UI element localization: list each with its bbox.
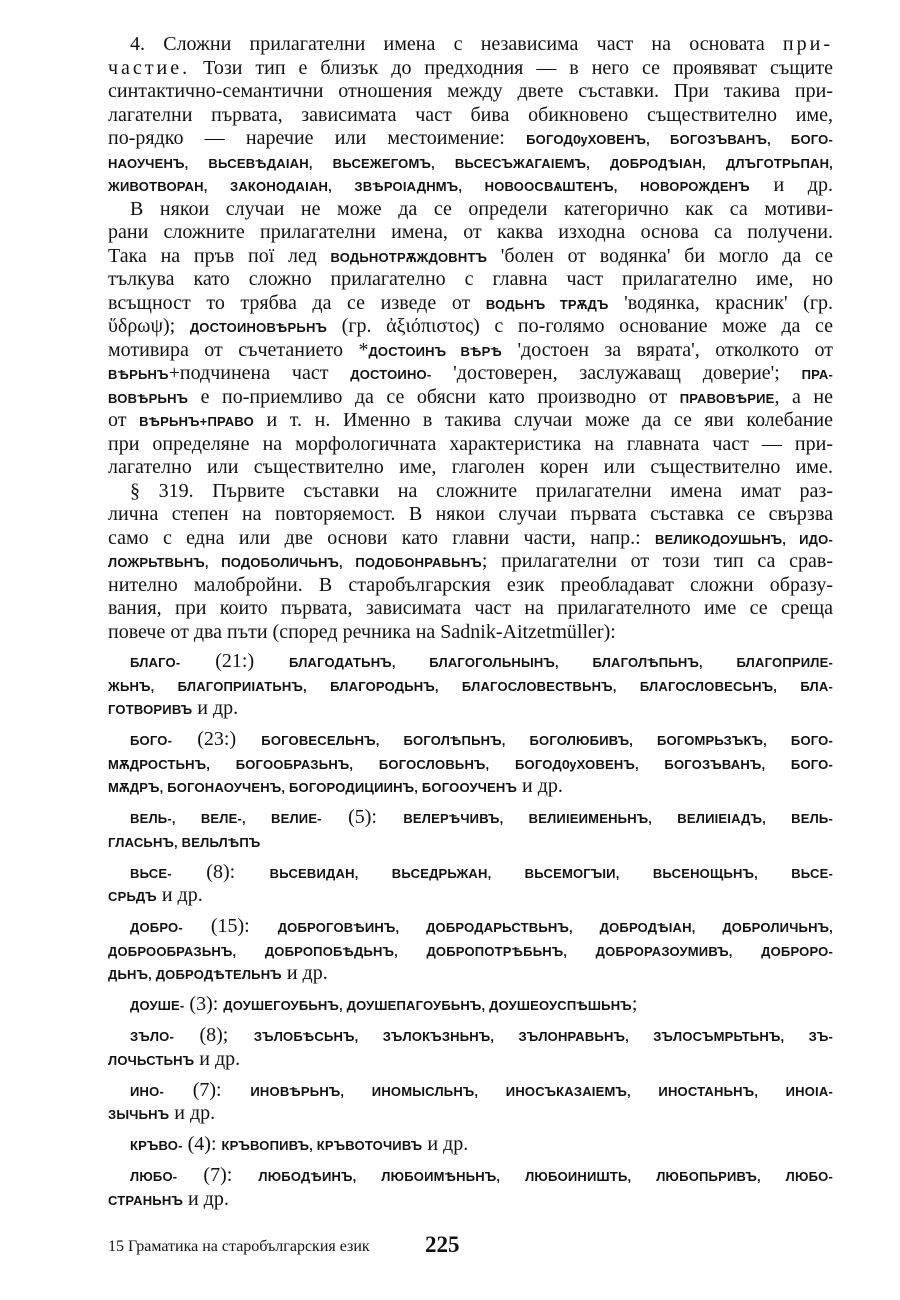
prose-text: 4. Сложни прилагателни имена с независима част на основата bbox=[130, 33, 783, 55]
prose-text: лагателни първата, зависимата част бива обикновено съществително име, bbox=[108, 103, 833, 126]
prose-text: (7): bbox=[177, 1164, 259, 1186]
old-bulgarian-word: ВЕЛЕРѢЧИВЪ, ВЕЛИIЕИМЕНЬНЪ, ВЕЛИIЕIАДЪ, ВЕЛЬ- bbox=[403, 811, 833, 826]
prose-text: нително малобройни. В старобългарския език преобладават сложни образу- bbox=[108, 573, 833, 596]
text-line bbox=[108, 409, 833, 433]
paragraph bbox=[108, 480, 833, 645]
text-line bbox=[108, 1188, 833, 1212]
prose-text: всъщност то трябва да се изведе от bbox=[108, 291, 486, 314]
old-bulgarian-word: МѪДРОСТЬНЪ, БОГООБРАЗЬНЪ, БОГОСЛОВЬНЪ, БОГОДѸХОВЕНЪ, БОГОЗЪВАНЪ, БОГО- bbox=[108, 756, 833, 772]
prose-text: синтактично-семантични отношения между двете съставки. При такива при- bbox=[108, 80, 833, 102]
text-line bbox=[108, 80, 833, 104]
prose-text: +подчинена част bbox=[168, 362, 351, 384]
prefix-entry bbox=[108, 861, 833, 908]
text-line bbox=[108, 775, 833, 799]
prefix-entry bbox=[108, 915, 833, 986]
old-bulgarian-word: ДОБРООБРАЗЬНЪ, ДОБРОПОБѢДЬНЪ, ДОБРОПОТРѢБЬНЪ, ДОБРОРАЗОУМИВЪ, ДОБРОРО- bbox=[108, 943, 833, 959]
prose-text: (23:) bbox=[172, 728, 262, 750]
old-bulgarian-word: КРЪВОПИВЪ, КРЪВОТОЧИВЪ bbox=[221, 1138, 423, 1153]
text-line bbox=[108, 1133, 833, 1157]
old-bulgarian-word: ДОСТОИНЪ ВѢРѢ bbox=[368, 343, 502, 359]
prose-text: и др. bbox=[194, 1047, 241, 1070]
old-bulgarian-word: ДОУШЕГОУБЬНЪ, ДОУШЕПАГОУБЬНЪ, ДОУШЕОУСПѢШЬНЪ bbox=[223, 998, 632, 1013]
prose-text: В някои случаи не може да се определи категорично как са мотиви- bbox=[130, 197, 833, 220]
text-line bbox=[108, 104, 833, 128]
text-line bbox=[108, 456, 833, 480]
text-line bbox=[108, 915, 833, 939]
old-bulgarian-word: ИНОВѢРЬНЪ, ИНОМЫСЛЬНЪ, ИНОСЪКАЗАIЕМЪ, ИНОСТАНЬНЪ, ИНОIА- bbox=[250, 1083, 833, 1099]
text-line bbox=[108, 993, 833, 1017]
text-line bbox=[108, 939, 833, 963]
prose-text: и др. bbox=[169, 1102, 216, 1124]
prose-text: 'водянка, красник' (гр. bbox=[608, 291, 833, 314]
prose-text: и др. bbox=[182, 1187, 229, 1210]
old-bulgarian-word: ВОДЬНЪ ТРѪДЪ bbox=[485, 296, 609, 312]
prose-text: и др. bbox=[156, 884, 203, 906]
old-bulgarian-word: ЛОЧЬСТЬНЪ bbox=[108, 1052, 195, 1068]
page-number: 225 bbox=[425, 1232, 460, 1257]
prose-text: по-рядко — наречие или местоимение: bbox=[108, 127, 527, 149]
text-line bbox=[108, 268, 833, 292]
text-line bbox=[108, 57, 833, 81]
text-line bbox=[108, 503, 833, 527]
text-line bbox=[108, 433, 833, 457]
old-bulgarian-word: ЛОЖРЬТВЬНЪ, ПОДОБОЛИЧЬНЪ, ПОДОБОНРАВЬНЪ bbox=[108, 555, 482, 570]
prefix-entry bbox=[108, 806, 833, 853]
text-line bbox=[108, 674, 833, 698]
prose-text: ; прилагателни от този тип са срав- bbox=[481, 550, 833, 572]
text-line bbox=[108, 861, 833, 885]
prose-text: при определяне на морфологичната характеристика на главната част — при- bbox=[108, 432, 833, 455]
prose-text: и др. bbox=[192, 697, 239, 719]
prose-text: 'достоен за вярата', отколкото от bbox=[502, 338, 833, 361]
text-line bbox=[108, 1164, 833, 1188]
text-line bbox=[108, 127, 833, 151]
old-bulgarian-word: ПРА- bbox=[801, 367, 833, 382]
text-line bbox=[108, 728, 833, 752]
prose-text: (21:) bbox=[180, 650, 289, 672]
old-bulgarian-word: ДЬНЪ, ДОБРОДѢТЕЛЬНЪ bbox=[108, 967, 282, 982]
prose-text: (8): bbox=[171, 860, 270, 883]
prose-text: (8); bbox=[174, 1024, 254, 1046]
prose-text: при- bbox=[782, 33, 833, 55]
old-bulgarian-word: ГОТВОРИВЪ bbox=[108, 702, 193, 717]
old-bulgarian-word: ЗЪЛОБѢСЬНЪ, ЗЪЛОКЪЗНЬНЪ, ЗЪЛОНРАВЬНЪ, ЗЪЛОСЪМРЬТЬНЪ, ЗЪ- bbox=[253, 1029, 833, 1044]
prose-text: (3): bbox=[184, 993, 224, 1015]
text-line bbox=[108, 198, 833, 222]
prose-text: Този тип е близък до предходния — в него се проявяват същите bbox=[190, 56, 833, 79]
text-line bbox=[108, 597, 833, 621]
prose-text: повече от два пъти (според речника на Sadnik-Aitzetmüller): bbox=[108, 620, 616, 643]
prose-text: , а не bbox=[774, 385, 833, 408]
old-bulgarian-word: ЛЮБОДѢИНЪ, ЛЮБОИМѢНЬНЪ, ЛЮБОИНИШТЬ, ЛЮБОПЬРИВЪ, ЛЮБО- bbox=[258, 1169, 833, 1184]
text-line bbox=[108, 884, 833, 908]
prose-text: § 319. Първите съставки на сложните прилагателни имена имат раз- bbox=[130, 479, 833, 502]
prose-text: (гр. ἀξιόπιστος) с по-голямо основание може да се bbox=[327, 315, 833, 337]
old-bulgarian-word: ВѢРЬНЪ+ПРАВО bbox=[139, 414, 254, 429]
text-line bbox=[108, 650, 833, 674]
old-bulgarian-word: ЖИВОТВОРАН, ЗАКОНОДАIАН, ЗВѢРОIАДНМЪ, НОВООСВѦШТЕНЪ, НОВОРОЖДЕНЪ bbox=[108, 179, 750, 194]
old-bulgarian-word: СРЬДЪ bbox=[108, 889, 157, 904]
prose-text: от bbox=[108, 409, 140, 431]
old-bulgarian-word: ВѢРЬНЪ bbox=[108, 367, 169, 382]
book-signature: 15 Граматика на старобългарския език bbox=[108, 1238, 370, 1255]
prefix-entry bbox=[108, 1133, 833, 1157]
text-line bbox=[108, 574, 833, 598]
prose-text: Така на пръв пої лед bbox=[108, 244, 331, 267]
old-bulgarian-word: БЛАГО- bbox=[130, 655, 181, 670]
prose-section bbox=[108, 33, 833, 644]
text-line bbox=[108, 527, 833, 551]
old-bulgarian-word: БОГО- bbox=[130, 733, 173, 748]
old-bulgarian-word: ЗЪЛО- bbox=[130, 1029, 175, 1044]
text-line bbox=[108, 550, 833, 574]
page-body bbox=[108, 33, 833, 1211]
prose-text: и др. bbox=[422, 1133, 469, 1155]
old-bulgarian-word: КРЪВО- bbox=[130, 1138, 183, 1153]
text-line bbox=[108, 1048, 833, 1072]
text-line bbox=[108, 33, 833, 57]
paragraph bbox=[108, 33, 833, 198]
old-bulgarian-word: ИНО- bbox=[130, 1083, 164, 1099]
prose-text: тълкува като сложно прилагателно с главна част прилагателно име, но bbox=[108, 268, 833, 290]
prose-text: (5): bbox=[321, 806, 404, 828]
text-line bbox=[108, 292, 833, 316]
prose-text: частие. bbox=[108, 56, 191, 79]
page-footer bbox=[108, 1232, 833, 1262]
prose-text: и др. bbox=[517, 775, 563, 797]
text-line bbox=[108, 174, 833, 198]
old-bulgarian-word: БЛАГОДАТЬНЪ, БЛАГОГОЛЬНЫНЪ, БЛАГОЛѢПЬНЪ, БЛАГОПРИЛЕ- bbox=[288, 655, 833, 670]
text-line bbox=[108, 697, 833, 721]
old-bulgarian-word: НАОУЧЕНЪ, ВЬСЕВѢДАIАН, ВЬСЕЖЕГОМЪ, ВЬСЕСЪЖАГАIЕМЪ, ДОБРОДѢIАН, ДЛЪГОТРЬПАН, bbox=[108, 155, 833, 171]
old-bulgarian-word: ЛЮБО- bbox=[130, 1169, 178, 1184]
prefix-list bbox=[108, 650, 833, 1211]
prose-text: е по-приемливо да се обясни като производно от bbox=[188, 385, 680, 408]
prose-text: мотивира от съчетанието * bbox=[108, 338, 369, 361]
old-bulgarian-word: ДОБРО- bbox=[130, 920, 183, 935]
text-line bbox=[108, 1024, 833, 1048]
old-bulgarian-word: ПРАВОВѢРИЕ bbox=[679, 390, 775, 406]
old-bulgarian-word: ВЕЛЬ-, ВЕЛЕ-, ВЕЛИЕ- bbox=[130, 811, 322, 826]
text-line bbox=[108, 1079, 833, 1103]
text-line bbox=[108, 151, 833, 175]
old-bulgarian-word: СТРАНЬНЪ bbox=[108, 1192, 183, 1208]
text-line bbox=[108, 752, 833, 776]
prefix-entry bbox=[108, 728, 833, 799]
prose-text: лична степен на повторяемост. В някои случаи първата съставка се свързва bbox=[108, 503, 833, 525]
prose-text: и др. bbox=[749, 174, 833, 196]
prose-text: (7): bbox=[163, 1078, 251, 1101]
text-line bbox=[108, 245, 833, 269]
prefix-entry bbox=[108, 1164, 833, 1211]
text-line bbox=[108, 621, 833, 645]
old-bulgarian-word: ЖЬНЪ, БЛАГОПРИIАТЬНЪ, БЛАГОРОДЬНЪ, БЛАГОСЛОВЕСТВЬНЪ, БЛАГОСЛОВЕСЬНЪ, БЛА- bbox=[108, 678, 833, 694]
old-bulgarian-word: ДОСТОИНОВѢРЬНЪ bbox=[189, 320, 328, 335]
prose-text: 'достоверен, заслужаващ доверие'; bbox=[431, 362, 802, 384]
prose-text: ὕδρωψ); bbox=[108, 315, 190, 337]
prefix-entry bbox=[108, 993, 833, 1017]
text-line bbox=[108, 315, 833, 339]
old-bulgarian-word: БОГОДѸХОВЕНЪ, БОГОЗЪВАНЪ, БОГО- bbox=[526, 132, 833, 147]
old-bulgarian-word: ВЕЛИКОДОУШЬНЪ, ИДО- bbox=[654, 531, 833, 547]
old-bulgarian-word: ВОВѢРЬНЪ bbox=[108, 390, 189, 406]
old-bulgarian-word: ВЬСЕ- bbox=[130, 865, 172, 881]
prose-text: лагателно или съществително име, глаголен корен или съществително име. bbox=[108, 456, 833, 478]
old-bulgarian-word: ДОБРОГОВѢИНЪ, ДОБРОДАРЬСТВЬНЪ, ДОБРОДѢIАН, ДОБРОЛИЧЬНЪ, bbox=[277, 920, 833, 935]
old-bulgarian-word: ДОУШЕ- bbox=[130, 998, 185, 1013]
old-bulgarian-word: ЗЫЧЬНЪ bbox=[108, 1107, 170, 1122]
prose-text: вания, при които първата, зависимата част на прилагателното име се среща bbox=[108, 597, 833, 619]
prose-text: (4): bbox=[182, 1133, 222, 1155]
paragraph bbox=[108, 198, 833, 480]
text-line bbox=[108, 1102, 833, 1126]
text-line bbox=[108, 480, 833, 504]
old-bulgarian-word: ВОДЬНОТРѪЖДОВНТЪ bbox=[330, 249, 488, 265]
old-bulgarian-word: БОГОВЕСЕЛЬНЪ, БОГОЛѢПЬНЪ, БОГОЛЮБИВЪ, БОГОМРЬЗЪКЪ, БОГО- bbox=[261, 733, 833, 748]
old-bulgarian-word: МѪДРЪ, БОГОНАОУЧЕНЪ, БОГОРОДИЦИИНЪ, БОГООУЧЕНЪ bbox=[108, 780, 518, 795]
old-bulgarian-word: ВЬСЕВИДАН, ВЬСЕДРЬЖАН, ВЬСЕМОГЪIИ, ВЬСЕНОЩЬНЪ, ВЬСЕ- bbox=[269, 865, 833, 881]
old-bulgarian-word: ДОСТОИНО- bbox=[350, 367, 432, 382]
text-line bbox=[108, 830, 833, 854]
prose-text: само с една или две основи като главни части, напр.: bbox=[108, 526, 655, 549]
old-bulgarian-word: ГЛАСЬНЪ, ВЕЛЬЛѢПЪ bbox=[108, 834, 261, 850]
prose-text: 'болен от водянка' би могло да се bbox=[487, 244, 833, 267]
prose-text: и т. н. Именно в такива случаи може да се яви колебание bbox=[253, 409, 833, 431]
prose-text: ; bbox=[631, 993, 638, 1015]
text-line bbox=[108, 386, 833, 410]
prose-text: (15): bbox=[182, 915, 278, 937]
text-line bbox=[108, 962, 833, 986]
prefix-entry bbox=[108, 1079, 833, 1126]
prefix-entry bbox=[108, 1024, 833, 1071]
text-line bbox=[108, 339, 833, 363]
text-line bbox=[108, 221, 833, 245]
prefix-entry bbox=[108, 650, 833, 721]
prose-text: и др. bbox=[281, 962, 328, 984]
text-line bbox=[108, 806, 833, 830]
text-line bbox=[108, 362, 833, 386]
prose-text: рани сложните прилагателни имена, от каква изходна основа са получени. bbox=[108, 221, 833, 243]
